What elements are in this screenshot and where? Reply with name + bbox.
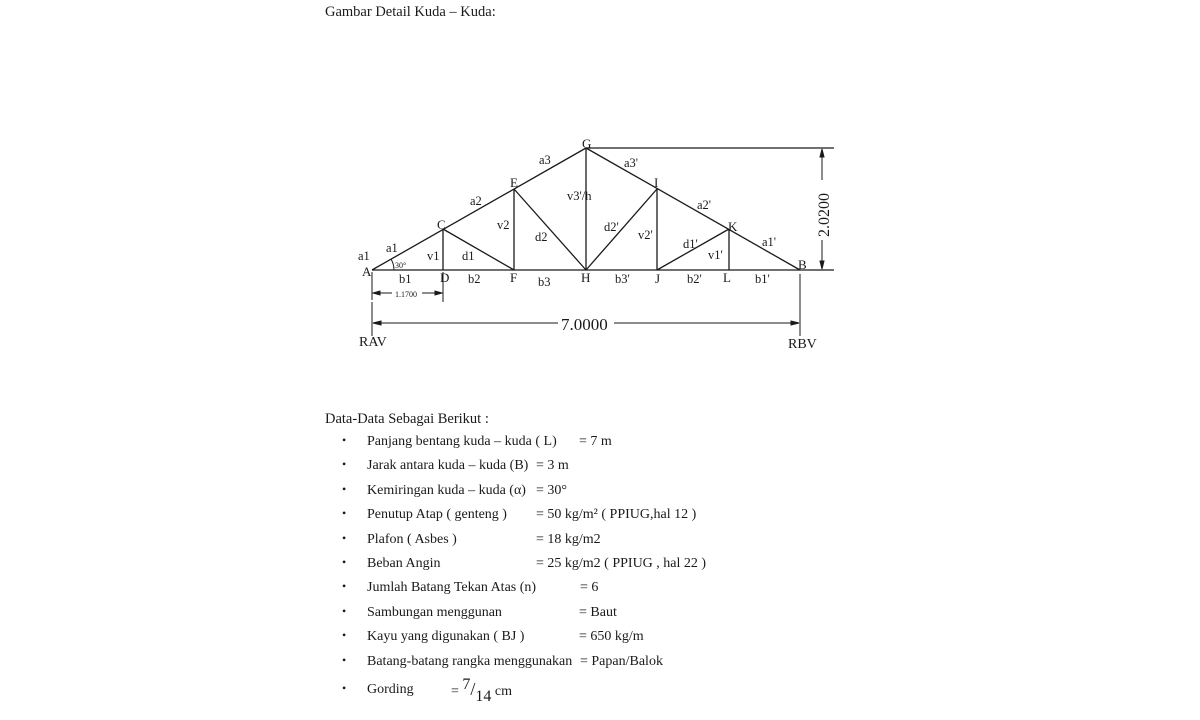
- label-a2: a2: [470, 194, 482, 208]
- label-a1p: a1': [762, 235, 777, 249]
- label-b1p: b1': [755, 272, 770, 286]
- label-b3p: b3': [615, 272, 630, 286]
- gording-equals: =: [451, 683, 459, 699]
- label-a3: a3: [539, 153, 551, 167]
- label-b3: b3: [538, 275, 551, 289]
- truss-members: [372, 148, 834, 270]
- node-k: K: [728, 219, 738, 234]
- dimension-height-label: 2.0200: [816, 193, 833, 237]
- dimension-short-label: 1.1700: [395, 290, 417, 299]
- node-f: F: [510, 270, 518, 285]
- item-value: = 25 kg/m2 ( PPIUG , hal 22 ): [536, 555, 707, 571]
- item-value: = Papan/Balok: [580, 653, 663, 669]
- node-labels: [362, 136, 807, 286]
- item-label: Batang-batang rangka menggunakan: [367, 653, 573, 669]
- bullet: •: [342, 433, 347, 447]
- item-label: Sambungan menggunan: [367, 604, 502, 620]
- label-b2p: b2': [687, 272, 702, 286]
- label-d1p: d1': [683, 237, 698, 251]
- list-item: [338, 481, 938, 505]
- list-item: [338, 530, 938, 554]
- item-value: = 7 m: [579, 434, 612, 449]
- node-d: D: [440, 270, 450, 285]
- gording-unit: cm: [494, 683, 513, 699]
- bullet: •: [342, 603, 347, 618]
- support-left-label: RAV: [359, 335, 387, 350]
- label-a2p: a2': [697, 198, 712, 212]
- node-g: G: [582, 136, 592, 151]
- node-l: L: [723, 270, 731, 285]
- bullet: •: [342, 579, 347, 594]
- angle-label: 30°: [395, 261, 407, 270]
- dimension-span-label: 7.0000: [561, 315, 608, 334]
- node-c: C: [437, 217, 446, 232]
- list-item: [338, 554, 938, 578]
- bullet: •: [342, 628, 347, 643]
- gording-value: [451, 676, 512, 706]
- node-a: A: [362, 264, 372, 279]
- data-list: [338, 432, 938, 708]
- item-label: Panjang bentang kuda – kuda ( L): [367, 434, 557, 449]
- node-e: E: [510, 175, 518, 190]
- gording-denominator: 14: [475, 687, 492, 705]
- label-v1: v1: [427, 249, 440, 263]
- label-b2: b2: [468, 272, 481, 286]
- section-title: Data-Data Sebagai Berikut :: [325, 411, 489, 427]
- label-d1: d1: [462, 249, 475, 263]
- label-v1p: v1': [708, 248, 723, 262]
- item-label: Gording: [367, 681, 414, 697]
- label-a3p: a3': [624, 156, 639, 170]
- item-value: = 50 kg/m² ( PPIUG,hal 12 ): [536, 507, 697, 523]
- list-item: [338, 652, 938, 676]
- item-value: = 6: [580, 580, 599, 596]
- gording-numerator: 7: [462, 675, 471, 693]
- bullet: •: [342, 457, 347, 472]
- bullet: •: [342, 530, 347, 545]
- gording-slash: /: [470, 678, 476, 699]
- diagonal-d1: [443, 229, 514, 270]
- list-item: [338, 603, 938, 627]
- item-value: = 30°: [536, 482, 567, 498]
- label-d2: d2: [535, 230, 548, 244]
- label-a1: a1: [386, 241, 398, 255]
- list-item: [338, 578, 938, 602]
- node-j: J: [655, 271, 661, 286]
- list-item: [338, 432, 938, 456]
- item-label: Kemiringan kuda – kuda (α): [367, 482, 526, 498]
- list-item-gording: [338, 676, 938, 708]
- label-v3h: v3'/h: [567, 189, 592, 203]
- bullet: •: [342, 554, 347, 569]
- item-label: Kayu yang digunakan ( BJ ): [367, 629, 525, 645]
- top-chord-right: [586, 148, 800, 270]
- item-value: = 3 m: [536, 458, 569, 474]
- top-chord-left: [372, 148, 586, 270]
- page-heading: Gambar Detail Kuda – Kuda:: [325, 4, 496, 20]
- item-label: Penutup Atap ( genteng ): [367, 507, 507, 523]
- bullet: •: [342, 680, 347, 695]
- bullet: •: [342, 481, 347, 496]
- node-h: H: [581, 270, 591, 285]
- bullet: •: [342, 506, 347, 521]
- item-label: Plafon ( Asbes ): [367, 531, 457, 547]
- bullet: •: [342, 652, 347, 667]
- item-label: Beban Angin: [367, 555, 441, 571]
- list-item: [338, 505, 938, 529]
- node-i: I: [654, 175, 659, 190]
- list-item: [338, 456, 938, 480]
- item-label: Jarak antara kuda – kuda (B): [367, 458, 529, 474]
- label-d2p: d2': [604, 220, 619, 234]
- item-value: = 650 kg/m: [579, 629, 644, 645]
- label-a1-left: a1: [358, 249, 370, 263]
- label-b1: b1: [399, 272, 412, 286]
- list-item: [338, 627, 938, 651]
- angle-arc: [391, 259, 394, 270]
- support-right-label: RBV: [788, 337, 817, 352]
- node-b: B: [798, 257, 807, 272]
- item-label: Jumlah Batang Tekan Atas (n): [367, 580, 537, 596]
- label-v2: v2: [497, 218, 510, 232]
- item-value: = Baut: [579, 604, 617, 620]
- label-v2p: v2': [638, 228, 653, 242]
- item-value: = 18 kg/m2: [536, 531, 601, 547]
